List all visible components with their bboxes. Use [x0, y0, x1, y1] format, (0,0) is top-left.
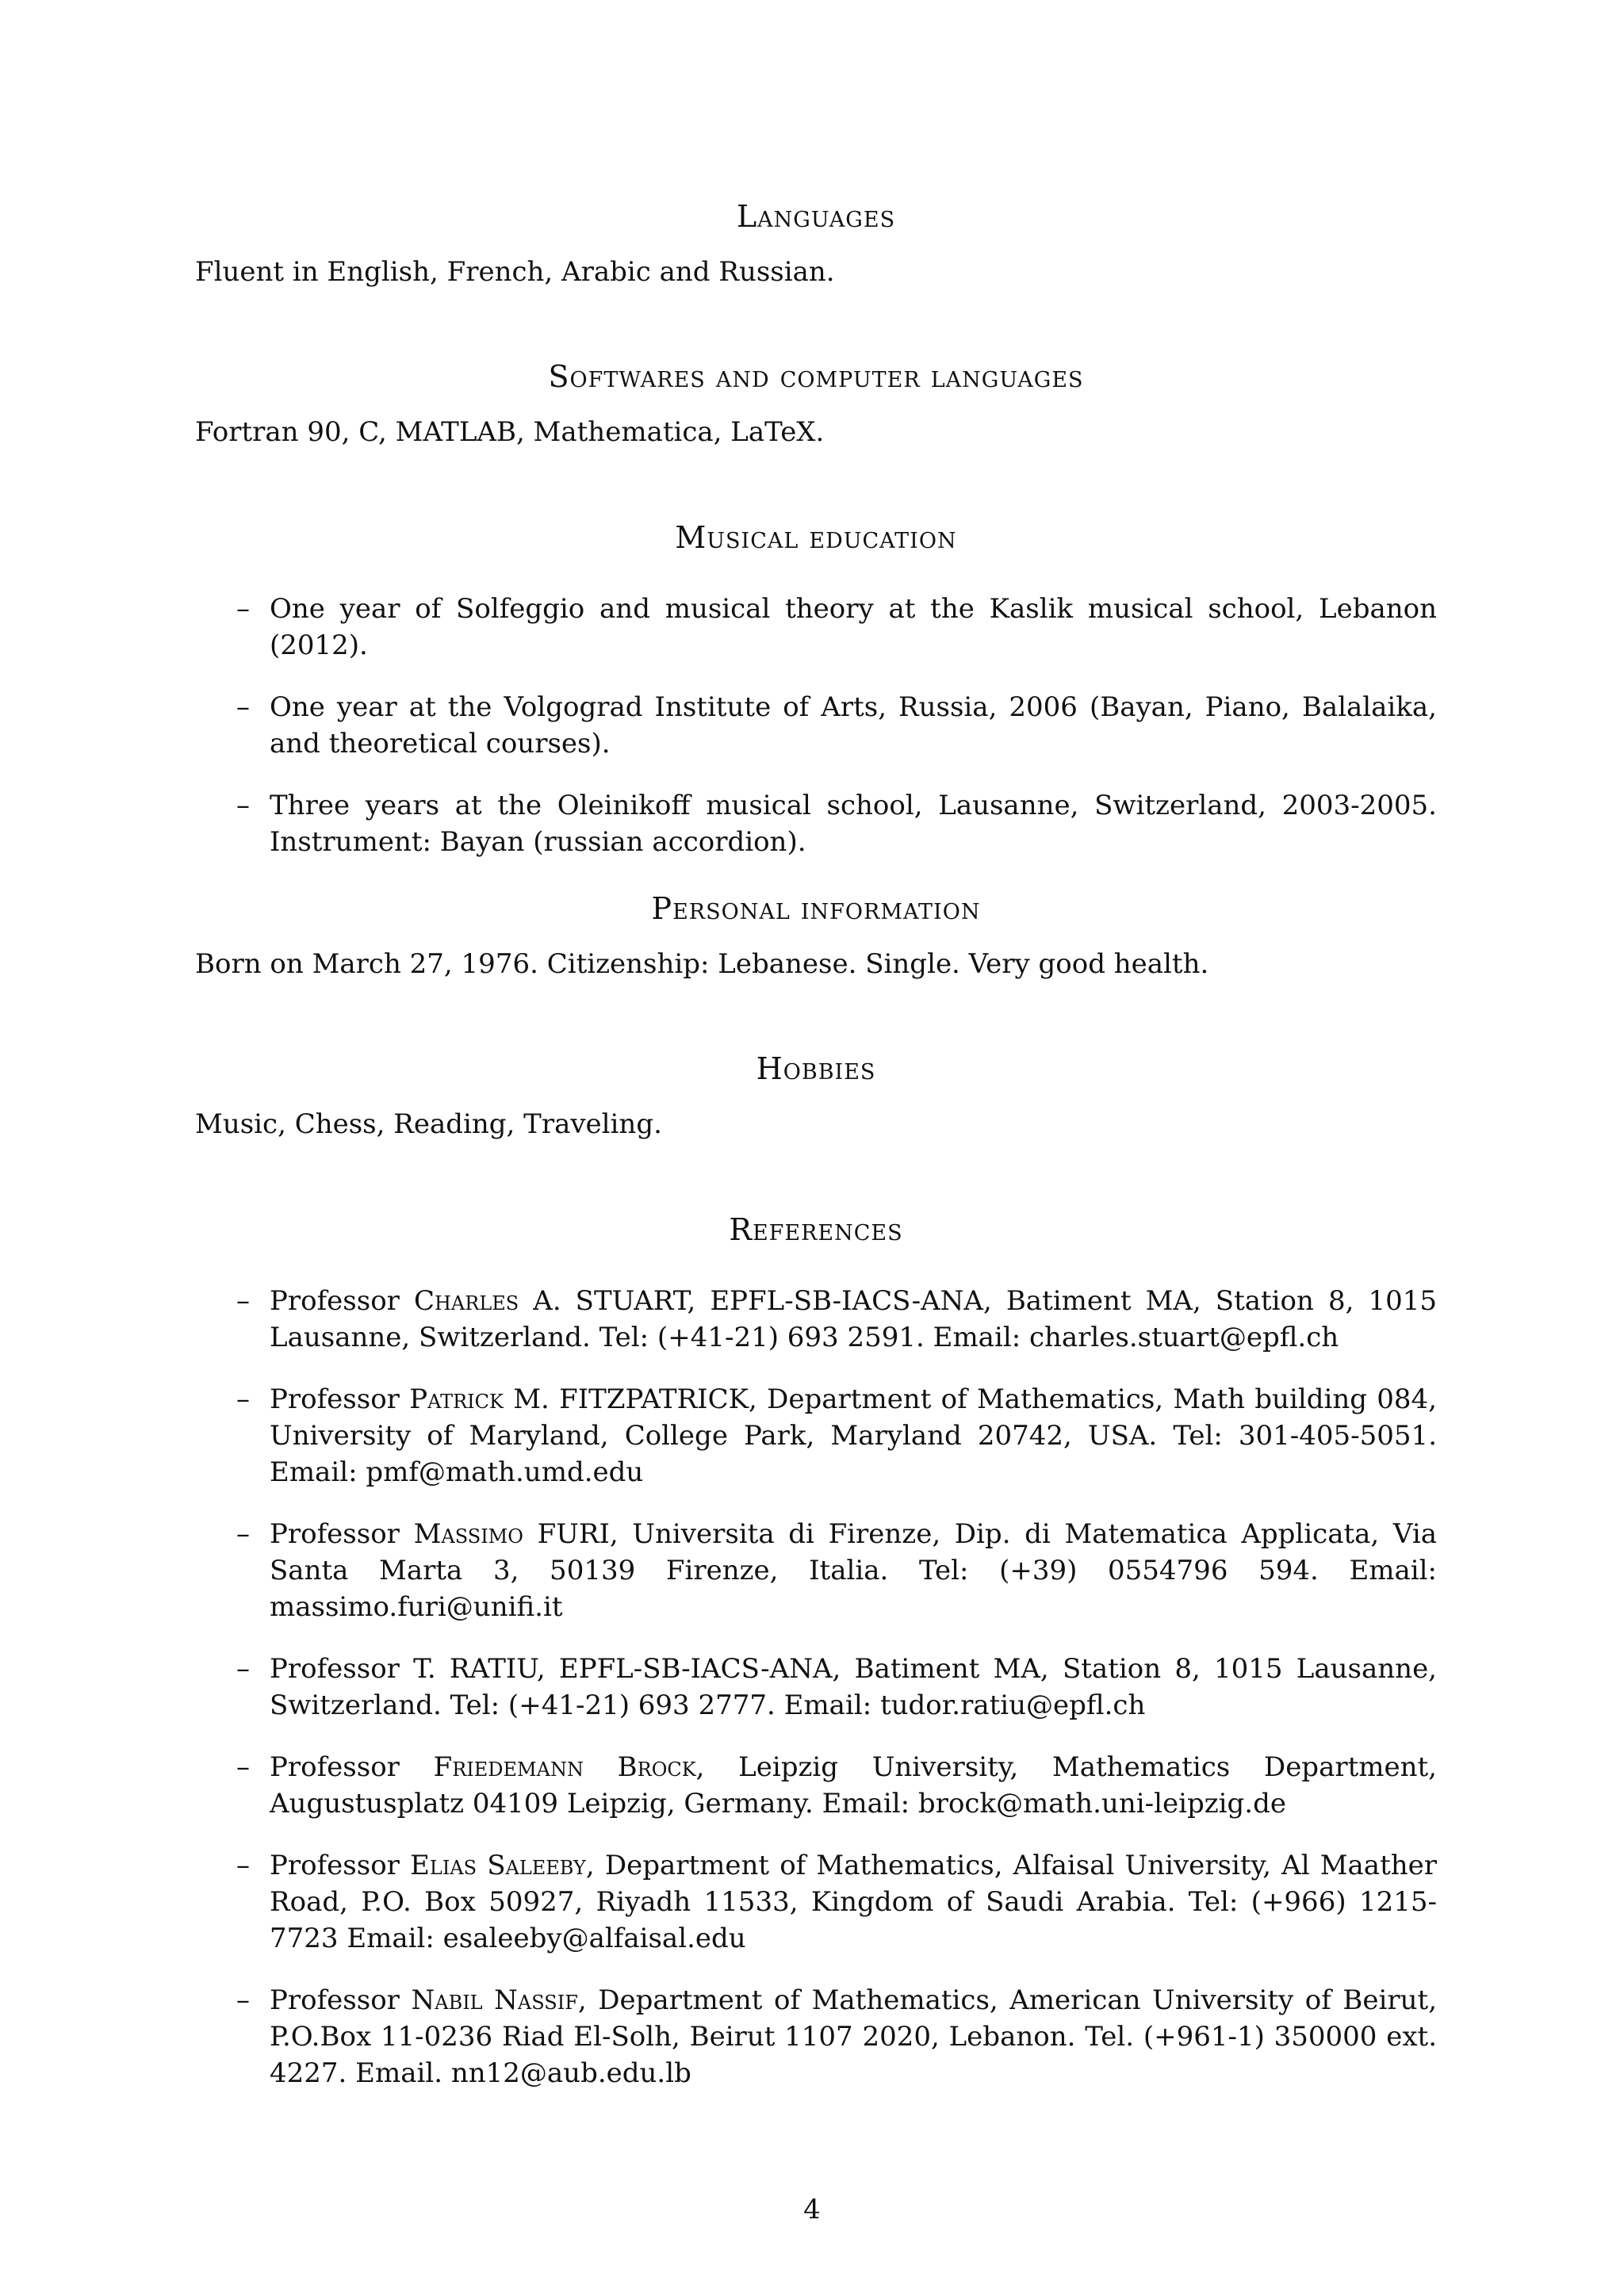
reference-name-rest: T. RATIU	[413, 1653, 537, 1685]
reference-details: , Universita di Firenze, Dip. di Matematica Applicata, Via Santa Marta 3, 50139 Firenze, Italia. Tel: (+39) 0554796 594. Email: massimo.furi@unifi.it	[270, 1518, 1437, 1623]
list-bullet: –	[236, 593, 250, 625]
personal-information-text: Born on March 27, 1976. Citizenship: Lebanese. Single. Very good health.	[195, 948, 1209, 980]
musical-education-list	[195, 591, 1437, 860]
reference-name-rest: A. STUART	[519, 1285, 688, 1317]
list-bullet: –	[236, 1518, 250, 1550]
list-bullet: –	[236, 1653, 250, 1685]
reference-name-rest: M. FITZPATRICK	[503, 1383, 749, 1415]
languages-heading: Languages	[736, 199, 896, 234]
reference-item	[195, 1651, 1437, 1724]
reference-prefix: Professor	[270, 1383, 410, 1415]
list-item	[195, 787, 1437, 860]
software-text: Fortran 90, C, MATLAB, Mathematica, LaTeX.	[195, 416, 825, 448]
list-bullet: –	[236, 1383, 250, 1415]
reference-prefix: Professor	[270, 1850, 411, 1881]
reference-item	[195, 1749, 1437, 1822]
hobbies-heading: Hobbies	[756, 1051, 876, 1086]
reference-name-smallcaps: Elias Saleeby	[410, 1850, 586, 1881]
reference-item	[195, 1516, 1437, 1625]
list-bullet: –	[236, 1984, 250, 2016]
reference-item	[195, 1381, 1437, 1490]
reference-prefix: Professor	[270, 1285, 414, 1317]
list-item-text: One year of Solfeggio and musical theory at the Kaslik musical school, Lebanon (2012).	[270, 593, 1437, 661]
reference-details: , Department of Mathematics, American University of Beirut, P.O.Box 11-0236 Riad El-Solh, Beirut 1107 2020, Lebanon. Tel. (+961-1) 350000 ext. 4227. Email. nn12@aub.edu.lb	[270, 1984, 1437, 2089]
reference-name-smallcaps: Friedemann Brock	[433, 1751, 696, 1783]
reference-details: , EPFL-SB-IACS-ANA, Batiment MA, Station 8, 1015 Lausanne, Switzerland. Tel: (+41-21) 693 2591. Email: charles.stuart@epfl.ch	[270, 1285, 1437, 1353]
reference-prefix: Professor	[270, 1518, 414, 1550]
musical-education-heading: Musical education	[675, 520, 957, 555]
reference-item	[195, 1847, 1437, 1957]
list-item-text: Three years at the Oleinikoff musical school, Lausanne, Switzerland, 2003-2005. Instrument: Bayan (russian accordion).	[270, 790, 1437, 858]
list-bullet: –	[236, 1285, 250, 1317]
personal-information-heading: Personal information	[651, 891, 981, 926]
hobbies-text: Music, Chess, Reading, Traveling.	[195, 1108, 662, 1140]
reference-item	[195, 1283, 1437, 1356]
software-heading: Softwares and computer languages	[548, 359, 1084, 394]
references-list	[195, 1283, 1437, 2091]
list-item	[195, 591, 1437, 664]
reference-name-smallcaps: Patrick	[409, 1383, 504, 1415]
references-heading: References	[729, 1212, 903, 1247]
reference-details: , Department of Mathematics, Alfaisal University, Al Maather Road, P.O. Box 50927, Riyadh 11533, Kingdom of Saudi Arabia. Tel: (+966) 1215-7723 Email: esaleeby@alfaisal.edu	[270, 1850, 1437, 1954]
reference-details: , EPFL-SB-IACS-ANA, Batiment MA, Station 8, 1015 Lausanne, Switzerland. Tel: (+41-21) 693 2777. Email: tudor.ratiu@epfl.ch	[270, 1653, 1437, 1721]
list-bullet: –	[236, 1751, 250, 1783]
list-bullet: –	[236, 1850, 250, 1881]
list-item	[195, 689, 1437, 762]
list-item-text: One year at the Volgograd Institute of Arts, Russia, 2006 (Bayan, Piano, Balalaika, and theoretical courses).	[270, 691, 1437, 760]
reference-details: , Leipzig University, Mathematics Department, Augustusplatz 04109 Leipzig, Germany. Email: brock@math.uni-leipzig.de	[270, 1751, 1437, 1820]
reference-prefix: Professor	[270, 1751, 434, 1783]
reference-prefix: Professor	[270, 1653, 414, 1685]
reference-prefix: Professor	[270, 1984, 412, 2016]
list-bullet: –	[236, 790, 250, 821]
list-bullet: –	[236, 691, 250, 723]
reference-name-smallcaps: Massimo	[413, 1518, 523, 1550]
reference-name-smallcaps: Nabil Nassif	[411, 1984, 578, 2016]
reference-details: , Department of Mathematics, Math building 084, University of Maryland, College Park, Maryland 20742, USA. Tel: 301-405-5051. Email: pmf@math.umd.edu	[270, 1383, 1437, 1488]
reference-item	[195, 1982, 1437, 2091]
page-number: 4	[803, 2194, 821, 2225]
languages-text: Fluent in English, French, Arabic and Russian.	[195, 256, 835, 288]
reference-name-rest: FURI	[523, 1518, 610, 1550]
reference-name-smallcaps: Charles	[413, 1285, 519, 1317]
